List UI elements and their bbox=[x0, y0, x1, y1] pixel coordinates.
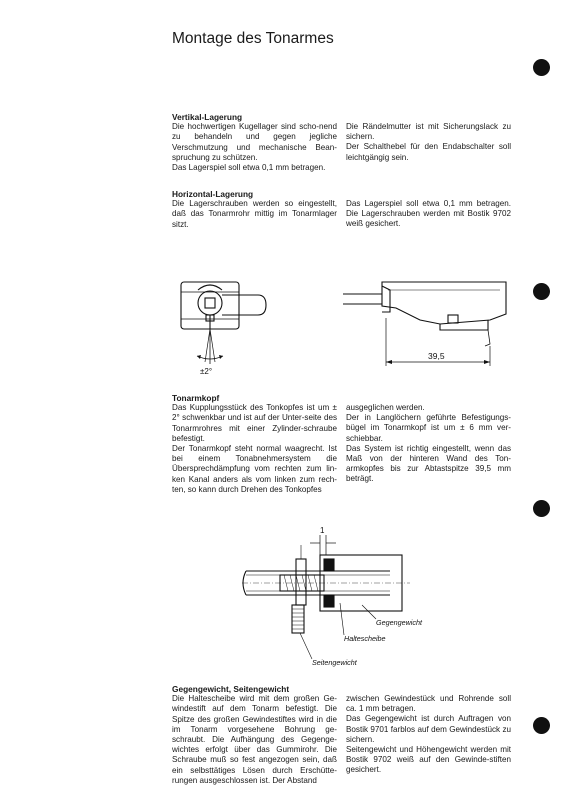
section-heading: Tonarmkopf bbox=[172, 393, 220, 403]
vertikal-lagerung-left bbox=[172, 112, 337, 173]
gegengewicht-left bbox=[172, 684, 337, 786]
paragraph: ausgeglichen werden. bbox=[346, 403, 425, 412]
paragraph: Der Tonarmkopf steht normal waagrecht. Ist bei einem Tonabnehmersystem die Übersprechdämpfung vom rechten zum lin-ken Kanal anders als vom linken zum rech-ten, so kann durch Drehen des Tonkopfes bbox=[172, 444, 337, 494]
section-heading: Horizontal-Lagerung bbox=[172, 189, 254, 199]
angle-label: ±2° bbox=[200, 367, 213, 376]
paragraph: Die Rändelmutter ist mit Sicherungslack zu sichern. bbox=[346, 122, 511, 142]
vertikal-lagerung-right bbox=[346, 122, 511, 163]
bearing-diagram bbox=[178, 272, 278, 380]
gap-label: 1 bbox=[320, 526, 325, 535]
paragraph: Seitengewicht und Höhengewicht werden mit Bostik 9702 weiß auf den Gewinde-stiften gesichert. bbox=[346, 745, 511, 775]
punch-hole-dot bbox=[533, 59, 550, 76]
counterweight-diagram bbox=[240, 525, 440, 671]
punch-hole-dot bbox=[533, 717, 550, 734]
tonarmkopf-left bbox=[172, 393, 337, 495]
page-title: Montage des Tonarmes bbox=[172, 30, 334, 47]
section-heading: Gegengewicht, Seitengewicht bbox=[172, 684, 290, 694]
headshell-diagram bbox=[340, 268, 518, 374]
paragraph: Die Lagerschrauben werden so eingestellt, daß das Tonarmrohr mittig im Tonarmlager sitzt. bbox=[172, 199, 337, 229]
gegengewicht-label: Gegengewicht bbox=[376, 618, 422, 627]
paragraph: Das Kupplungsstück des Tonkopfes ist um ± 2° schwenkbar und ist auf der Unter-seite des Tonarmrohres mit einer Zylinder-schraube befestigt. bbox=[172, 403, 337, 443]
paragraph: Das Gegengewicht ist durch Auftragen von Bostik 9701 farblos auf dem Gewindestück zu sichern. bbox=[346, 714, 511, 744]
paragraph: Das Lagerspiel soll etwa 0,1 mm betragen. Die Lagerschrauben werden mit Bostik 9702 weiß gesichert. bbox=[346, 199, 511, 229]
paragraph: Das System ist richtig eingestellt, wenn das Maß von der hinteren Wand des Ton-armkopfes bis zur Abtastspitze 39,5 mm beträgt. bbox=[346, 443, 511, 484]
paragraph: zwischen Gewindestück und Rohrende soll ca. 1 mm betragen. bbox=[346, 694, 511, 714]
gegengewicht-right bbox=[346, 694, 511, 776]
tonarmkopf-right bbox=[346, 403, 511, 485]
punch-hole-dot bbox=[533, 283, 550, 300]
punch-hole-dot bbox=[533, 500, 550, 517]
horizontal-lagerung-right bbox=[346, 199, 511, 230]
paragraph: Die Haltescheibe wird mit dem großen Ge-windestift auf dem Tonarm befestigt. Die Spitze des großen Gewindestiftes wird in die im Tonarm vorgesehene Bohrung ge-schraubt. Die Aufhängung des Gegenge-wichtes erfolgt über das Gummirohr. Die Schraube muß so fest angezogen sein, daß ein selbsttätiges Lösen durch Erschütte-rungen ausgeschlossen ist. Der Abstand bbox=[172, 694, 337, 785]
horizontal-lagerung-left bbox=[172, 189, 337, 230]
dimension-label: 39,5 bbox=[428, 351, 445, 361]
section-heading: Vertikal-Lagerung bbox=[172, 112, 243, 122]
seitengewicht-label: Seitengewicht bbox=[312, 658, 357, 667]
paragraph: Der Schalthebel für den Endabschalter soll leichtgängig sein. bbox=[346, 142, 511, 162]
haltescheibe-label: Haltescheibe bbox=[344, 634, 386, 643]
paragraph: Die hochwertigen Kugellager sind scho-nend zu behandeln und gegen jegliche Verschmutzung und mechanische Bean-spruchung zu schützen. bbox=[172, 122, 337, 162]
paragraph: Das Lagerspiel soll etwa 0,1 mm betragen. bbox=[172, 163, 326, 173]
paragraph: Der in Langlöchern geführte Befestigungs-bügel im Tonarmkopf ist um ± 6 mm ver-schiebbar. bbox=[346, 413, 511, 443]
